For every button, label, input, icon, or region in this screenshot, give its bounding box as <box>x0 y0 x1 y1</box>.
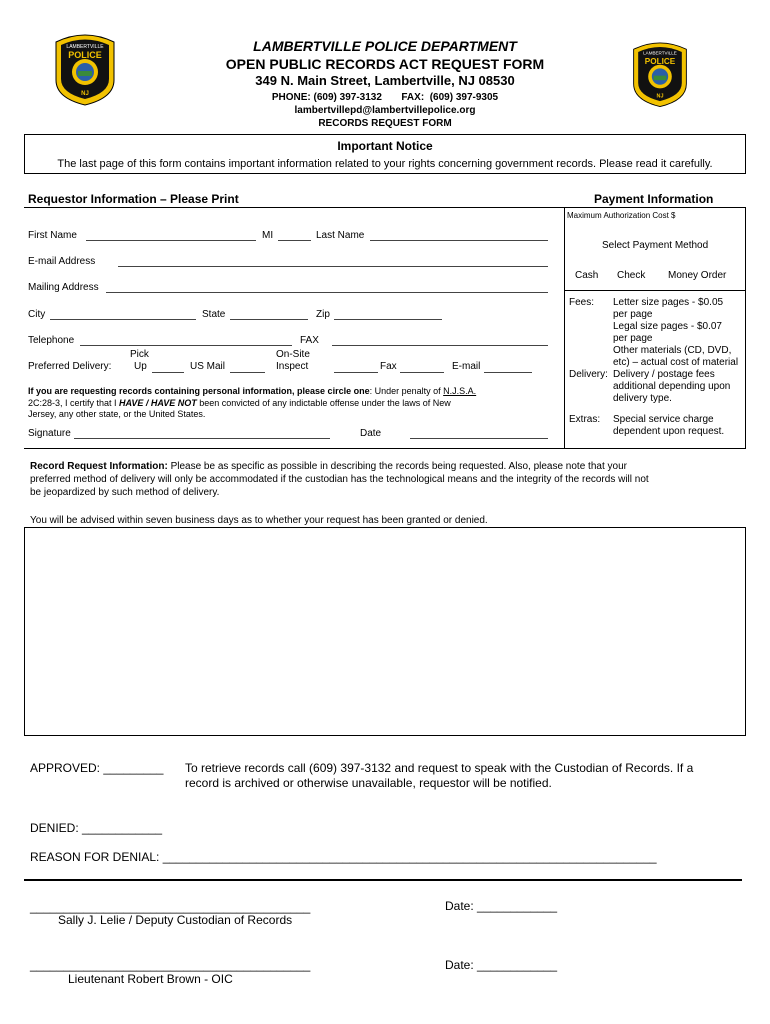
fees-line-3: per page <box>613 333 653 344</box>
fees-line-5: etc) – actual cost of material <box>613 357 739 368</box>
custodian-date-field[interactable]: Date: ____________ <box>445 899 558 913</box>
email-field[interactable] <box>118 266 548 267</box>
mi-label: MI <box>262 230 274 241</box>
svg-text:LAMBERTVILLE: LAMBERTVILLE <box>643 50 677 56</box>
city-label: City <box>28 309 46 320</box>
form-subtitle: OPEN PUBLIC RECORDS ACT REQUEST FORM <box>225 56 545 72</box>
mailing-field[interactable] <box>106 292 548 293</box>
have-have-not-choice[interactable]: HAVE / HAVE NOT <box>119 398 197 408</box>
mailing-label: Mailing Address <box>28 282 99 293</box>
retrieve-line2: record is archived or otherwise unavailable, requestor will be notified. <box>185 776 552 790</box>
last-name-label: Last Name <box>316 230 365 241</box>
mi-field[interactable] <box>278 240 311 241</box>
first-name-label: First Name <box>28 230 77 241</box>
svg-text:POLICE: POLICE <box>644 56 676 66</box>
payment-heading: Payment Information <box>594 192 714 206</box>
records-description-box[interactable] <box>24 527 746 736</box>
custodian-signature-line[interactable]: __________________________________________ <box>30 900 311 914</box>
zip-label: Zip <box>316 309 330 320</box>
telephone-field[interactable] <box>80 345 292 346</box>
zip-field[interactable] <box>334 319 442 320</box>
signature-label: Signature <box>28 428 71 439</box>
pick-label: Pick <box>130 349 149 360</box>
fees-line-0: Letter size pages - $0.05 <box>613 297 724 308</box>
police-badge-left-icon <box>52 28 118 106</box>
record-request-line2: preferred method of delivery will only be accommodated if the custodian has the technological means and the integrity of the records will not <box>30 474 649 485</box>
us-mail-label: US Mail <box>190 361 226 372</box>
pickup-option[interactable] <box>152 372 184 373</box>
email-option-label: E-mail <box>452 361 481 372</box>
record-request-text1: Please be as specific as possible in describing the records being requested. Also, please note that your <box>167 461 627 472</box>
section-divider <box>24 879 742 881</box>
notice-title: Important Notice <box>337 139 433 153</box>
inspect-label: Inspect <box>276 361 309 372</box>
fax-label: FAX <box>300 335 319 346</box>
date-label: Date <box>360 428 382 439</box>
approved-field[interactable]: APPROVED: _________ <box>30 761 164 775</box>
check-option[interactable]: Check <box>617 270 646 281</box>
email-option[interactable] <box>484 372 532 373</box>
onsite-label: On-Site <box>276 349 310 360</box>
max-auth-label: Maximum Authorization Cost $ <box>567 211 676 220</box>
reason-for-denial-field[interactable]: REASON FOR DENIAL: __________________________________________________________________________ <box>30 850 657 864</box>
certify-line2: Jersey, any other state, or the United States. <box>28 409 206 419</box>
retrieve-line1: To retrieve records call (609) 397-3132 and request to speak with the Custodian of Records. If a <box>185 761 694 775</box>
fees-label: Fees: <box>569 297 595 308</box>
signature-field[interactable] <box>74 438 330 439</box>
delivery-label: Delivery: <box>569 369 608 380</box>
certify-a: 2C:28-3, I certify that I <box>28 398 120 408</box>
fax-option[interactable] <box>400 372 444 373</box>
up-label: Up <box>134 361 147 372</box>
select-method-label: Select Payment Method <box>602 240 709 251</box>
police-badge-right-icon <box>630 36 690 108</box>
extras-line-1: dependent upon request. <box>613 426 725 437</box>
svg-text:LAMBERTVILLE: LAMBERTVILLE <box>66 44 104 50</box>
fees-line-1: per page <box>613 309 653 320</box>
telephone-label: Telephone <box>28 335 75 346</box>
preferred-delivery-label: Preferred Delivery: <box>28 361 112 372</box>
certify-line1 <box>28 398 548 408</box>
state-label: State <box>202 309 226 320</box>
us-mail-option[interactable] <box>230 372 265 373</box>
personal-info-rest: : Under penalty of <box>369 386 444 396</box>
record-request-label: Record Request Information: <box>30 461 168 472</box>
certify-b: been convicted of any indictable offense under the laws of New <box>196 398 451 408</box>
extras-label: Extras: <box>569 414 601 425</box>
advised-notice: You will be advised within seven business days as to whether your request has been granted or denied. <box>30 515 488 526</box>
department-title: LAMBERTVILLE POLICE DEPARTMENT <box>253 38 517 54</box>
oic-signature-line[interactable]: __________________________________________ <box>30 958 311 972</box>
form-name: RECORDS REQUEST FORM <box>318 118 452 129</box>
denied-field[interactable]: DENIED: ____________ <box>30 821 163 835</box>
requestor-heading: Requestor Information – Please Print <box>28 192 239 206</box>
svg-text:POLICE: POLICE <box>68 50 102 60</box>
personal-info-line1 <box>28 386 548 396</box>
fax-option-label: Fax <box>380 361 397 372</box>
date-field[interactable] <box>410 438 548 439</box>
record-request-line3: be jeopardized by such method of delivery. <box>30 487 220 498</box>
delivery-line-2: delivery type. <box>613 393 672 404</box>
delivery-line-1: additional depending upon <box>613 381 731 392</box>
first-name-field[interactable] <box>86 240 256 241</box>
last-name-field[interactable] <box>370 240 548 241</box>
important-notice-box <box>24 134 746 174</box>
personal-info-bold: If you are requesting records containing personal information, please circle one <box>28 386 370 396</box>
oic-name: Lieutenant Robert Brown - OIC <box>68 972 233 986</box>
delivery-line-0: Delivery / postage fees <box>613 369 715 380</box>
department-email: lambertvillepd@lambertvillepolice.org <box>294 105 476 116</box>
cash-option[interactable]: Cash <box>575 270 599 281</box>
onsite-option[interactable] <box>334 372 378 373</box>
notice-text: The last page of this form contains important information related to your rights concerning government records. Please read it carefully. <box>57 158 713 170</box>
custodian-name: Sally J. Lelie / Deputy Custodian of Records <box>58 913 293 927</box>
oic-date-field[interactable]: Date: ____________ <box>445 958 558 972</box>
svg-text:NJ: NJ <box>656 93 664 100</box>
state-field[interactable] <box>230 319 308 320</box>
money-order-option[interactable]: Money Order <box>668 270 727 281</box>
department-address: 349 N. Main Street, Lambertville, NJ 08530 <box>255 73 515 88</box>
fees-line-2: Legal size pages - $0.07 <box>613 321 722 332</box>
department-phone-fax: PHONE: (609) 397-3132 FAX: (609) 397-9305 <box>271 92 499 103</box>
fax-field[interactable] <box>332 345 548 346</box>
email-label: E-mail Address <box>28 256 96 267</box>
record-request-line1 <box>30 461 750 472</box>
svg-text:NJ: NJ <box>81 91 89 97</box>
fees-line-4: Other materials (CD, DVD, <box>613 345 732 356</box>
njsa-reference: N.J.S.A. <box>443 386 477 396</box>
extras-line-0: Special service charge <box>613 414 714 425</box>
city-field[interactable] <box>50 319 196 320</box>
